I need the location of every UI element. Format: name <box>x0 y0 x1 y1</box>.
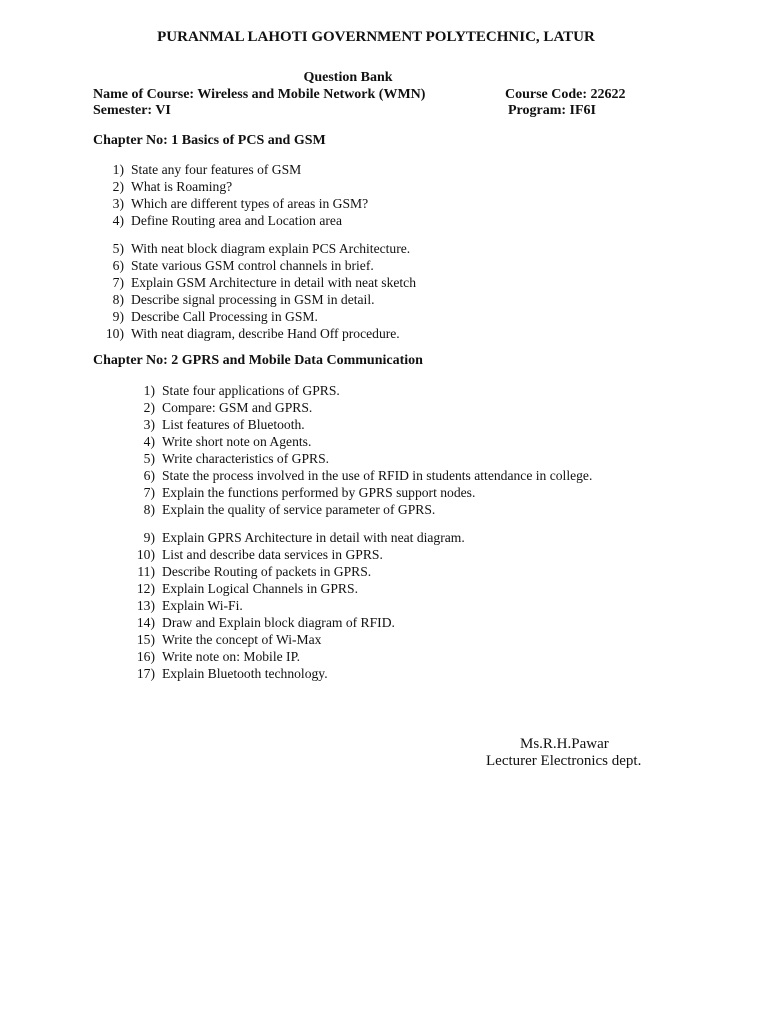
question-number: 1) <box>143 383 155 398</box>
program: Program: IF6I <box>508 103 596 118</box>
question-text: Explain Bluetooth technology. <box>162 666 328 681</box>
question-number: 4) <box>112 213 124 228</box>
institute-name: PURANMAL LAHOTI GOVERNMENT POLYTECHNIC, LATUR <box>157 29 595 45</box>
question-number: 10) <box>105 326 124 341</box>
chapter-1-title: Chapter No: 1 Basics of PCS and GSM <box>93 133 326 148</box>
question-number: 5) <box>112 241 124 256</box>
question-text: What is Roaming? <box>131 179 233 194</box>
question-number: 7) <box>143 485 155 500</box>
question-text: With neat diagram, describe Hand Off procedure. <box>131 326 400 341</box>
question-text: Explain GPRS Architecture in detail with neat diagram. <box>162 530 465 545</box>
question-number: 3) <box>112 196 124 211</box>
question-number: 17) <box>136 666 155 681</box>
question-text: State various GSM control channels in brief. <box>131 258 374 273</box>
question-text: Write the concept of Wi-Max <box>162 632 322 647</box>
question-text: Describe signal processing in GSM in detail. <box>131 292 375 307</box>
question-text: Define Routing area and Location area <box>131 213 342 228</box>
question-number: 5) <box>143 451 155 466</box>
question-number: 15) <box>136 632 155 647</box>
document-title: Question Bank <box>303 70 393 85</box>
question-number: 9) <box>143 530 155 545</box>
question-number: 8) <box>112 292 124 307</box>
question-text: Explain the quality of service parameter of GPRS. <box>162 502 436 517</box>
question-number: 2) <box>143 400 155 415</box>
question-text: Which are different types of areas in GSM? <box>131 196 369 211</box>
signatory-designation: Lecturer Electronics dept. <box>486 753 642 769</box>
question-text: Describe Routing of packets in GPRS. <box>162 564 372 579</box>
question-number: 1) <box>112 162 124 177</box>
course-name: Name of Course: Wireless and Mobile Network (WMN) <box>93 87 426 102</box>
question-text: Write note on: Mobile IP. <box>162 649 301 664</box>
question-text: Explain GSM Architecture in detail with neat sketch <box>131 275 417 290</box>
chapter-2-title: Chapter No: 2 GPRS and Mobile Data Communication <box>93 353 423 368</box>
question-text: List and describe data services in GPRS. <box>162 547 383 562</box>
question-number: 9) <box>112 309 124 324</box>
signatory-name: Ms.R.H.Pawar <box>520 736 609 752</box>
question-text: Compare: GSM and GPRS. <box>162 400 313 415</box>
question-text: Write characteristics of GPRS. <box>162 451 330 466</box>
question-text: Explain Wi-Fi. <box>162 598 243 613</box>
question-number: 12) <box>136 581 155 596</box>
question-number: 10) <box>136 547 155 562</box>
question-number: 4) <box>143 434 155 449</box>
question-number: 14) <box>136 615 155 630</box>
question-text: State four applications of GPRS. <box>162 383 340 398</box>
question-text: Explain the functions performed by GPRS support nodes. <box>162 485 476 500</box>
question-number: 6) <box>112 258 124 273</box>
question-number: 6) <box>143 468 155 483</box>
question-text: State the process involved in the use of RFID in students attendance in college. <box>162 468 593 483</box>
question-number: 16) <box>136 649 155 664</box>
question-text: Describe Call Processing in GSM. <box>131 309 318 324</box>
question-number: 3) <box>143 417 155 432</box>
question-number: 7) <box>112 275 124 290</box>
semester: Semester: VI <box>93 103 171 118</box>
question-number: 2) <box>112 179 124 194</box>
question-text: Write short note on Agents. <box>162 434 312 449</box>
question-number: 8) <box>143 502 155 517</box>
question-number: 11) <box>137 564 155 579</box>
question-text: With neat block diagram explain PCS Architecture. <box>131 241 411 256</box>
course-code: Course Code: 22622 <box>505 87 626 102</box>
question-text: State any four features of GSM <box>131 162 302 177</box>
question-text: Draw and Explain block diagram of RFID. <box>162 615 395 630</box>
question-number: 13) <box>136 598 155 613</box>
question-text: Explain Logical Channels in GPRS. <box>162 581 358 596</box>
question-text: List features of Bluetooth. <box>162 417 305 432</box>
